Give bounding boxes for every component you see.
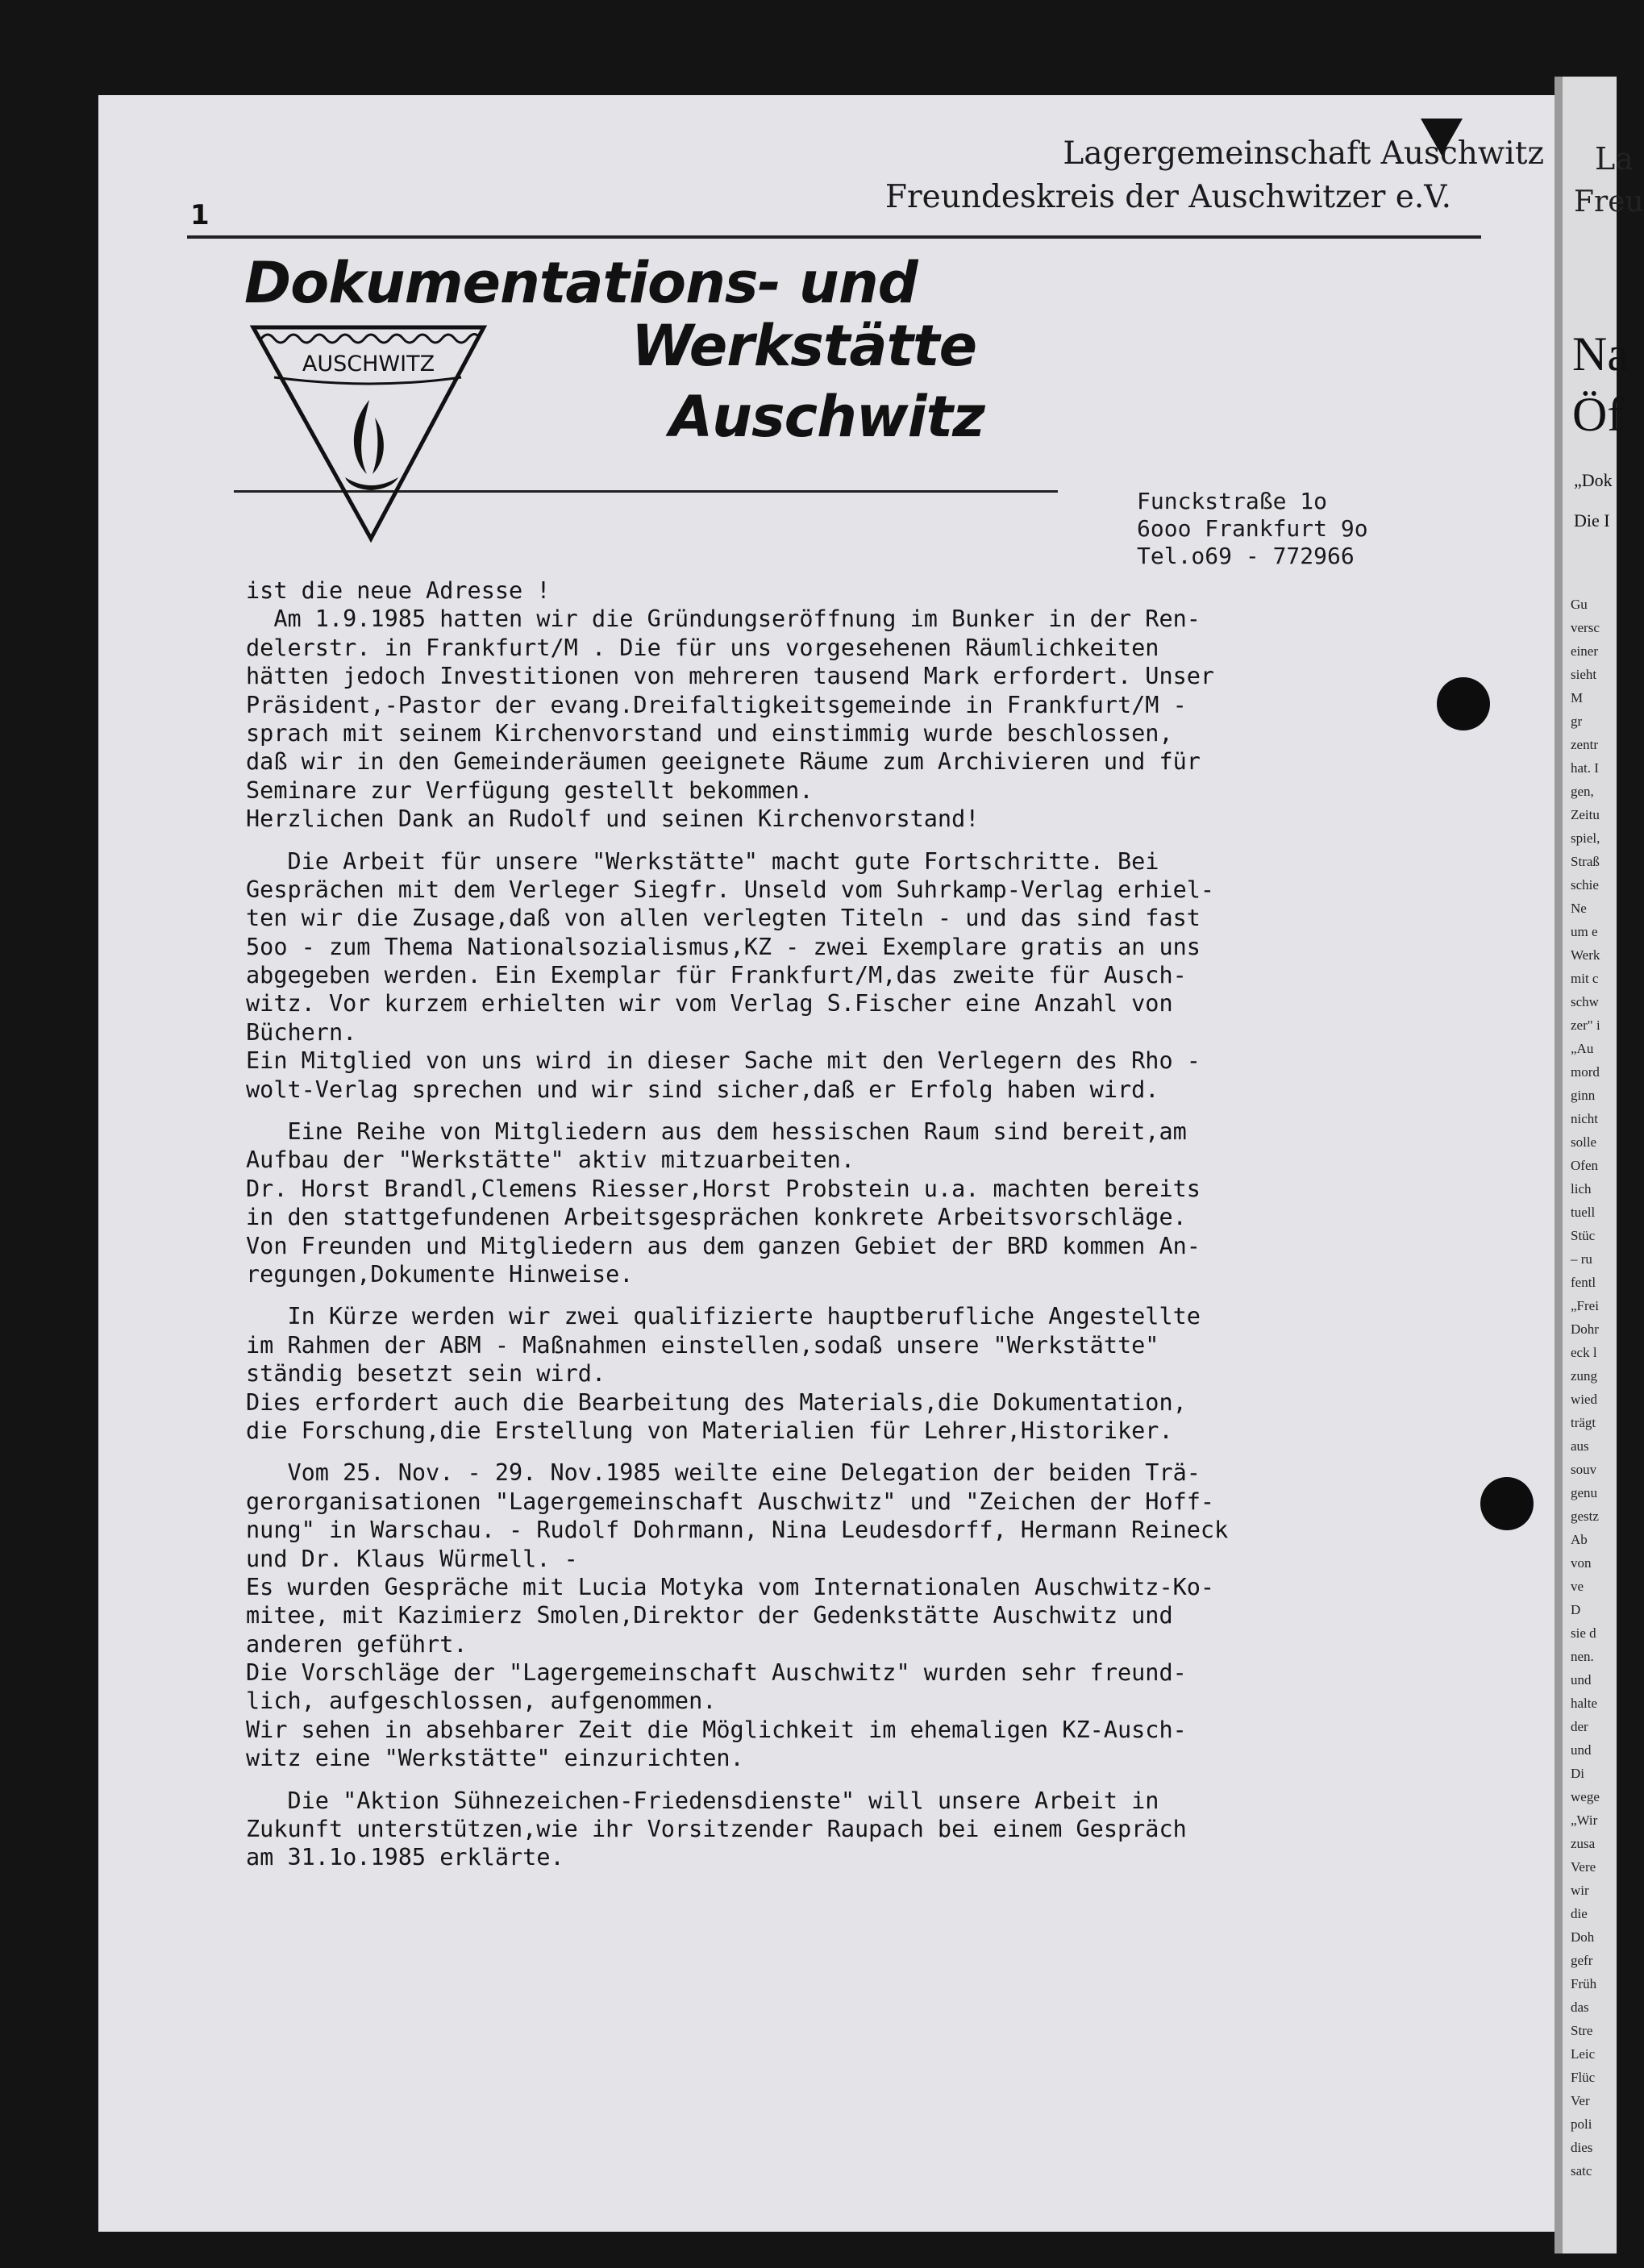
adjacent-column-line: hat. I	[1571, 760, 1599, 776]
text-line: Gesprächen mit dem Verleger Siegfr. Unseld vom Suhrkamp-Verlag erhiel-	[246, 876, 1215, 903]
text-line: Die "Aktion Sühnezeichen-Friedensdienste" will unsere Arbeit in	[246, 1787, 1159, 1814]
adjacent-column-line: sie d	[1571, 1625, 1596, 1641]
paragraph	[246, 1459, 1228, 1772]
paragraph-gap	[246, 1104, 1228, 1117]
adjacent-column-line: ginn	[1571, 1088, 1596, 1103]
text-line: abgegeben werden. Ein Exemplar für Frankfurt/M,das zweite für Ausch-	[246, 962, 1187, 989]
adjacent-column-line: Leic	[1571, 2046, 1596, 2062]
org-name-line2: Freundeskreis der Auschwitzer e.V.	[884, 179, 1451, 215]
text-line: Die Arbeit für unsere "Werkstätte" macht gute Fortschritte. Bei	[246, 847, 1159, 875]
text-line: daß wir in den Gemeinderäumen geeignete Räume zum Archivieren und für	[246, 748, 1201, 776]
adjacent-subhead-1: „Dok	[1574, 470, 1613, 490]
address-phone: Tel.o69 - 772966	[1137, 543, 1355, 569]
adjacent-header-2: Freu	[1574, 185, 1644, 218]
text-line: gerorganisationen "Lagergemeinschaft Auschwitz" und "Zeichen der Hoff-	[246, 1488, 1215, 1515]
text-line: am 31.1o.1985 erklärte.	[246, 1844, 564, 1871]
adjacent-column-line: Flüc	[1571, 2070, 1596, 2085]
adjacent-column-line: wir	[1571, 1883, 1589, 1898]
text-line: regungen,Dokumente Hinweise.	[246, 1260, 634, 1288]
adjacent-column-line: schw	[1571, 994, 1599, 1009]
paragraph-gap	[246, 1773, 1228, 1787]
adjacent-column-line: „Wir	[1571, 1812, 1598, 1828]
adjacent-column-line: Ver	[1571, 2093, 1590, 2108]
adjacent-column-line: solle	[1571, 1134, 1597, 1150]
text-line: und Dr. Klaus Würmell. -	[246, 1545, 578, 1572]
text-line: Zukunft unterstützen,wie ihr Vorsitzender Raupach bei einem Gespräch	[246, 1816, 1187, 1843]
document-title-line1: Dokumentations- und	[244, 250, 918, 316]
adjacent-column-line: zung	[1571, 1368, 1598, 1384]
header-divider	[187, 235, 1481, 239]
adjacent-column-line: versc	[1571, 620, 1600, 635]
text-line: ten wir die Zusage,daß von allen verlegten Titeln - und das sind fast	[246, 905, 1201, 932]
adjacent-column-line: fentl	[1571, 1275, 1596, 1290]
adjacent-column-line: M	[1571, 690, 1584, 705]
adjacent-column-line: zer" i	[1571, 1017, 1600, 1033]
punch-hole	[1437, 677, 1490, 730]
text-line: Es wurden Gespräche mit Lucia Motyka vom Internationalen Auschwitz-Ko-	[246, 1573, 1215, 1600]
adjacent-column-line: souv	[1571, 1462, 1597, 1477]
adjacent-column-line: spiel,	[1571, 830, 1600, 846]
text-line: Am 1.9.1985 hatten wir die Gründungseröffnung im Bunker in der Ren-	[246, 605, 1201, 633]
adjacent-column-line: poli	[1571, 2116, 1592, 2132]
adjacent-column-line: halte	[1571, 1696, 1598, 1711]
text-line: Herzlichen Dank an Rudolf und seinen Kirchenvorstand!	[246, 805, 980, 833]
adjacent-column-line: Ofen	[1571, 1158, 1598, 1173]
adjacent-column-line: D	[1571, 1602, 1581, 1617]
text-line: Vom 25. Nov. - 29. Nov.1985 weilte eine Delegation der beiden Trä-	[246, 1459, 1201, 1487]
text-line: Büchern.	[246, 1018, 357, 1046]
adjacent-column-line: Straß	[1571, 854, 1600, 869]
adjacent-page-strip	[1555, 77, 1644, 2253]
adjacent-column-line: Gu	[1571, 597, 1588, 612]
text-line: Von Freunden und Mitgliedern aus dem ganzen Gebiet der BRD kommen An-	[246, 1232, 1201, 1259]
adjacent-column-line: Vere	[1571, 1859, 1596, 1875]
adjacent-column-line: und	[1571, 1742, 1592, 1758]
adjacent-column-line: wied	[1571, 1392, 1598, 1407]
text-line: Dies erfordert auch die Bearbeitung des Materials,die Dokumentation,	[246, 1388, 1187, 1416]
adjacent-column-line: einer	[1571, 643, 1598, 659]
adjacent-column-line: sieht	[1571, 667, 1597, 682]
adjacent-column-line: tuell	[1571, 1205, 1596, 1220]
adjacent-column-line: Zeitu	[1571, 807, 1600, 822]
adjacent-column-line: Ne	[1571, 901, 1587, 916]
text-line: wolt-Verlag sprechen und wir sind sicher,daß er Erfolg haben wird.	[246, 1076, 1159, 1103]
adjacent-column-line: eck l	[1571, 1345, 1597, 1360]
adjacent-column-line: zusa	[1571, 1836, 1596, 1851]
adjacent-column-line: „Au	[1571, 1041, 1594, 1056]
text-line: Ein Mitglied von uns wird in dieser Sache mit den Verlegern des Rho -	[246, 1047, 1201, 1075]
adjacent-column-line: wege	[1571, 1789, 1600, 1804]
adjacent-column-line: „Frei	[1571, 1298, 1599, 1313]
adjacent-column-line: um e	[1571, 924, 1598, 939]
adjacent-column-line: Werk	[1571, 947, 1600, 963]
text-line: mitee, mit Kazimierz Smolen,Direktor der Gedenkstätte Auschwitz und	[246, 1602, 1173, 1629]
adjacent-column-line: lich	[1571, 1181, 1592, 1196]
adjacent-headline-1: Na	[1572, 327, 1629, 381]
adjacent-column-line: ve	[1571, 1579, 1584, 1594]
text-line: Aufbau der "Werkstätte" aktiv mitzuarbeiten.	[246, 1146, 855, 1174]
paragraph-gap	[246, 834, 1228, 847]
adjacent-column-line: Stüc	[1571, 1228, 1596, 1243]
text-line: die Forschung,die Erstellung von Materialien für Lehrer,Historiker.	[246, 1417, 1173, 1444]
logo-text: AUSCHWITZ	[302, 352, 435, 377]
adjacent-column-line: genu	[1571, 1485, 1598, 1500]
adjacent-column-line: der	[1571, 1719, 1588, 1734]
text-line: delerstr. in Frankfurt/M . Die für uns vorgesehenen Räumlichkeiten	[246, 634, 1159, 661]
adjacent-column-line: gen,	[1571, 784, 1594, 799]
paragraph-gap	[246, 1288, 1228, 1302]
text-line: in den stattgefundenen Arbeitsgesprächen konkrete Arbeitsvorschläge.	[246, 1204, 1187, 1231]
org-name-line1: Lagergemeinschaft Auschwitz	[1063, 135, 1544, 172]
text-line: lich, aufgeschlossen, aufgenommen.	[246, 1687, 717, 1715]
adjacent-column-line: von	[1571, 1555, 1592, 1571]
text-line: ist die neue Adresse !	[246, 577, 551, 604]
text-line: Dr. Horst Brandl,Clemens Riesser,Horst Probstein u.a. machten bereits	[246, 1175, 1201, 1202]
adjacent-column-line: satc	[1571, 2163, 1592, 2179]
text-line: sprach mit seinem Kirchenvorstand und einstimmig wurde beschlossen,	[246, 719, 1173, 747]
triangle-icon	[1421, 119, 1463, 156]
adjacent-subhead-2: Die I	[1574, 510, 1610, 531]
text-line: Eine Reihe von Mitgliedern aus dem hessischen Raum sind bereit,am	[246, 1118, 1187, 1146]
paragraph-gap	[246, 1445, 1228, 1459]
adjacent-column-line: mit c	[1571, 971, 1599, 986]
text-line: anderen geführt.	[246, 1630, 468, 1658]
adjacent-column-line: und	[1571, 1672, 1592, 1687]
adjacent-column-line: dies	[1571, 2140, 1593, 2155]
adjacent-column-line: aus	[1571, 1438, 1589, 1454]
adjacent-column-line: gr	[1571, 714, 1583, 729]
text-line: im Rahmen der ABM - Maßnahmen einstellen,sodaß unsere "Werkstätte"	[246, 1331, 1159, 1359]
adjacent-column-line: schie	[1571, 877, 1599, 893]
adjacent-column-line: Di	[1571, 1766, 1584, 1781]
document-title-line3: Auschwitz	[669, 384, 984, 450]
adjacent-column-text	[1571, 593, 1619, 2183]
auschwitz-flame-logo	[250, 323, 488, 548]
adjacent-column-line: das	[1571, 2000, 1589, 2015]
text-line: witz eine "Werkstätte" einzurichten.	[246, 1745, 744, 1772]
letter-body	[246, 576, 1228, 1872]
text-line: witz. Vor kurzem erhielten wir vom Verlag S.Fischer eine Anzahl von	[246, 990, 1173, 1017]
binder-edge	[1555, 77, 1563, 2253]
adjacent-column-line: trägt	[1571, 1415, 1596, 1430]
text-line: In Kürze werden wir zwei qualifizierte hauptberufliche Angestellte	[246, 1303, 1201, 1330]
document-title-line2: Werkstätte	[631, 313, 977, 379]
adjacent-column-line: nen.	[1571, 1649, 1594, 1664]
text-line: Präsident,-Pastor der evang.Dreifaltigkeitsgemeinde in Frankfurt/M -	[246, 691, 1187, 718]
paragraph	[246, 847, 1228, 1105]
adjacent-column-line: Doh	[1571, 1929, 1595, 1945]
adjacent-column-line: nicht	[1571, 1111, 1598, 1126]
adjacent-column-line: Stre	[1571, 2023, 1593, 2038]
paragraph	[246, 576, 1228, 834]
adjacent-column-line: Dohr	[1571, 1321, 1599, 1337]
paragraph	[246, 1302, 1228, 1445]
page-number: 1	[190, 199, 210, 231]
text-line: Wir sehen in absehbarer Zeit die Möglichkeit im ehemaligen KZ-Ausch-	[246, 1716, 1187, 1743]
text-line: Seminare zur Verfügung gestellt bekommen.	[246, 776, 814, 804]
paragraph	[246, 1787, 1228, 1872]
text-line: Die Vorschläge der "Lagergemeinschaft Auschwitz" wurden sehr freund-	[246, 1659, 1187, 1687]
text-line: 5oo - zum Thema Nationalsozialismus,KZ - zwei Exemplare gratis an uns	[246, 933, 1201, 960]
punch-hole	[1480, 1477, 1534, 1530]
adjacent-column-line: Früh	[1571, 1976, 1597, 1991]
adjacent-column-line: die	[1571, 1906, 1588, 1921]
adjacent-headline-2: Öf	[1572, 388, 1624, 441]
text-line: hätten jedoch Investitionen von mehreren tausend Mark erfordert. Unser	[246, 663, 1215, 690]
adjacent-column-line: mord	[1571, 1064, 1600, 1080]
adjacent-column-line: gefr	[1571, 1953, 1593, 1968]
adjacent-column-line: gestz	[1571, 1509, 1599, 1524]
address-city: 6ooo Frankfurt 9o	[1137, 515, 1368, 542]
text-line: ständig besetzt sein wird.	[246, 1360, 606, 1388]
text-line: nung" in Warschau. - Rudolf Dohrmann, Nina Leudesdorff, Hermann Reineck	[246, 1517, 1229, 1544]
paragraph	[246, 1117, 1228, 1288]
adjacent-column-line: Ab	[1571, 1532, 1588, 1547]
adjacent-column-line: zentr	[1571, 737, 1598, 752]
new-address-block	[1137, 488, 1368, 570]
address-street: Funckstraße 1o	[1137, 488, 1328, 514]
adjacent-column-line: – ru	[1571, 1251, 1592, 1267]
adjacent-header-1: La	[1595, 141, 1634, 177]
